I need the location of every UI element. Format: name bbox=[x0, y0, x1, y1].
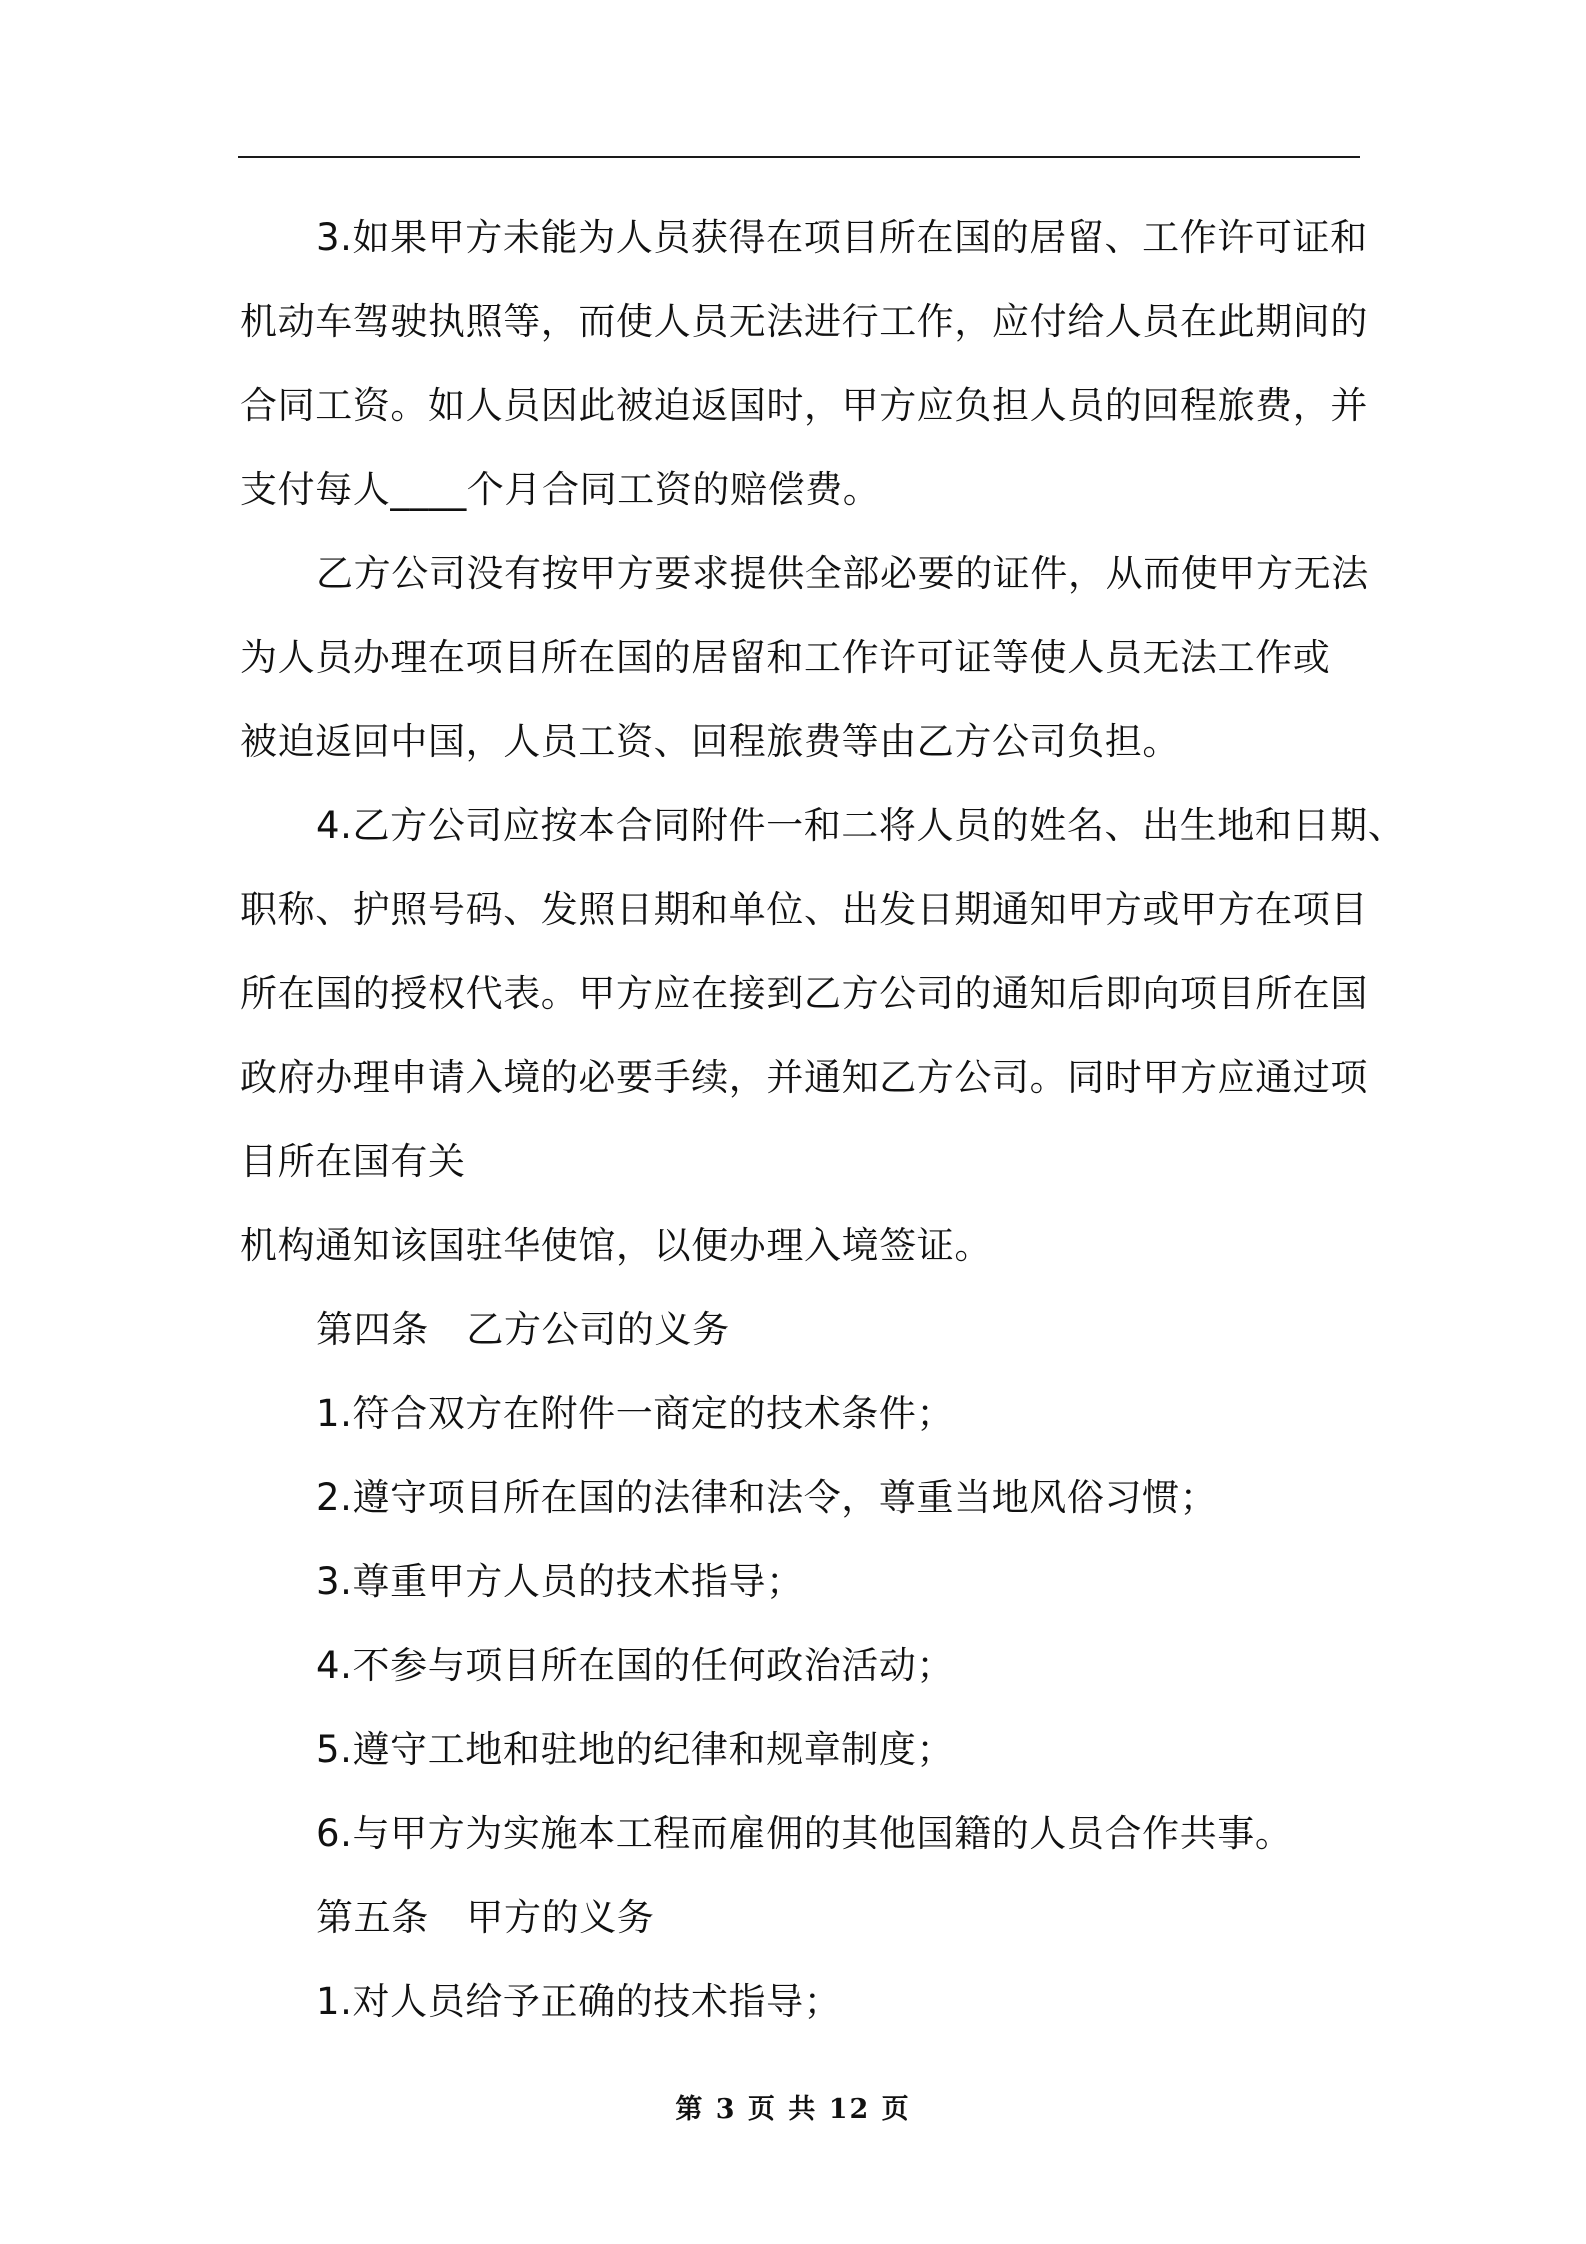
list-item: 6.与甲方为实施本工程而雇佣的其他国籍的人员合作共事。 bbox=[316, 1812, 1293, 1855]
paragraph-line: 合同工资。如人员因此被迫返国时，甲方应负担人员的回程旅费，并 bbox=[240, 384, 1368, 427]
section-heading: 第四条 乙方公司的义务 bbox=[316, 1308, 730, 1351]
paragraph-line: 为人员办理在项目所在国的居留和工作许可证等使人员无法工作或 bbox=[240, 636, 1331, 679]
section-heading: 第五条 甲方的义务 bbox=[316, 1896, 655, 1939]
paragraph-line: 政府办理申请入境的必要手续，并通知乙方公司。同时甲方应通过项 bbox=[240, 1056, 1368, 1099]
paragraph-line: 所在国的授权代表。甲方应在接到乙方公司的通知后即向项目所在国 bbox=[240, 972, 1368, 1015]
paragraph-line: 3.如果甲方未能为人员获得在项目所在国的居留、工作许可证和 bbox=[316, 216, 1368, 259]
paragraph-line: 目所在国有关 bbox=[240, 1140, 466, 1183]
document-body bbox=[240, 196, 1406, 2044]
list-item: 3.尊重甲方人员的技术指导； bbox=[316, 1560, 804, 1603]
paragraph-line: 机动车驾驶执照等，而使人员无法进行工作，应付给人员在此期间的 bbox=[240, 300, 1368, 343]
paragraph-line: 被迫返回中国，人员工资、回程旅费等由乙方公司负担。 bbox=[240, 720, 1180, 763]
header-rule bbox=[238, 156, 1360, 158]
paragraph-line: 乙方公司没有按甲方要求提供全部必要的证件，从而使甲方无法 bbox=[316, 552, 1369, 595]
paragraph-line: 机构通知该国驻华使馆，以便办理入境签证。 bbox=[240, 1224, 992, 1267]
list-item: 5.遵守工地和驻地的纪律和规章制度； bbox=[316, 1728, 955, 1771]
paragraph-line: 4.乙方公司应按本合同附件一和二将人员的姓名、出生地和日期、 bbox=[316, 804, 1406, 847]
paragraph-line: 支付每人____个月合同工资的赔偿费。 bbox=[240, 468, 881, 511]
list-item: 1.符合双方在附件一商定的技术条件； bbox=[316, 1392, 955, 1435]
list-item: 4.不参与项目所在国的任何政治活动； bbox=[316, 1644, 955, 1687]
list-item: 1.对人员给予正确的技术指导； bbox=[316, 1980, 842, 2023]
paragraph-line: 职称、护照号码、发照日期和单位、出发日期通知甲方或甲方在项目 bbox=[240, 888, 1368, 931]
list-item: 2.遵守项目所在国的法律和法令，尊重当地风俗习惯； bbox=[316, 1476, 1218, 1519]
page-number: 第 3 页 共 12 页 bbox=[675, 2094, 911, 2125]
